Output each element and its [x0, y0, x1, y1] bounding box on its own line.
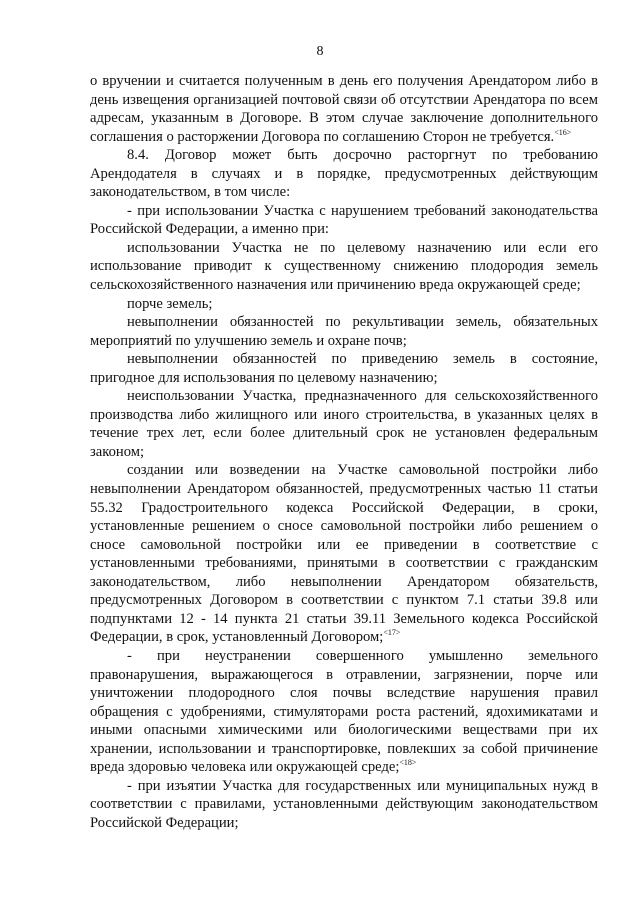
paragraph-violation-intro: - при использовании Участка с нарушением требований законодательства Российской Федерации, а именно при: — [90, 202, 598, 238]
paragraph-text: о вручении и считается полученным в день его получения Арендатором либо в день извещения организацией почтовой связи об отсутствии Арендатора по всем адресам, указанным в Договоре. В этом случае заключение дополнительного соглашения о расторжении Договора по соглашению Сторон не требуется. — [90, 73, 598, 145]
paragraph-seizure: - при изъятии Участка для государственных или муниципальных нужд в соответствии с правилами, установленными действующим законодательством Российской Федерации; — [90, 777, 598, 831]
paragraph-restoration: невыполнении обязанностей по приведению земель в состояние, пригодное для использования по целевому назначению; — [90, 351, 598, 386]
paragraph-misuse: использовании Участка не по целевому назначению или если его использование приводит к существенному снижению плодородия земель сельскохозяйственного назначения или причинению вреда окружающей среде; — [90, 239, 598, 294]
paragraph-notification-termination — [90, 72, 598, 146]
paragraph-text: - при неустранении совершенного умышленно земельного правонарушения, выражающегося в отравлении, загрязнении, порче или уничтожении плодородного слоя почвы вследствие нарушения правил обращения с удобрениями, стимуляторами роста растений, ядохимикатами и иными опасными химическими или биологическими веществами при их хранении, использовании и транспортировке, повлекших за собой причинение вреда здоровью человека или окружающей среде; — [90, 647, 598, 776]
paragraph-unauthorized-construction — [90, 461, 598, 646]
footnote-ref: <16> — [554, 127, 572, 137]
document-body — [90, 72, 598, 832]
paragraph-8-4: 8.4. Договор может быть досрочно расторгнут по требованию Арендодателя в случаях и в порядке, предусмотренных действующим законодательством, в том числе: — [90, 147, 598, 201]
paragraph-text: создании или возведении на Участке самовольной постройки либо невыполнении Арендатором обязанностей, предусмотренных частью 11 статьи 55.32 Градостроительного кодекса Российской Федерации, в сроки, установленные решением о сносе самовольной постройки либо решением о сносе самовольной постройки или ее приведении в соответствие с установленными требованиями, принятыми в соответствии с гражданским законодательством, либо невыполнении Арендатором обязательств, предусмотренных Договором в соответствии с пунктом 7.1 статьи 39.8 или подпунктами 12 - 14 пункта 21 статьи 39.11 Земельного кодекса Российской Федерации, в срок, установленный Договором; — [90, 462, 598, 646]
footnote-ref: <18> — [399, 758, 417, 768]
paragraph-reclamation: невыполнении обязанностей по рекультивации земель, обязательных мероприятий по улучшению земель и охране почв; — [90, 314, 598, 349]
paragraph-land-damage: порче земель; — [127, 295, 213, 312]
footnote-ref: <17> — [383, 628, 401, 638]
page-number: 8 — [316, 44, 324, 59]
paragraph-non-use: неиспользовании Участка, предназначенного для сельскохозяйственного производства либо жилищного или иного строительства, в указанных целях в течение трех лет, если более длительный срок не установлен федеральным законом; — [90, 388, 598, 460]
paragraph-land-offense — [90, 647, 598, 777]
